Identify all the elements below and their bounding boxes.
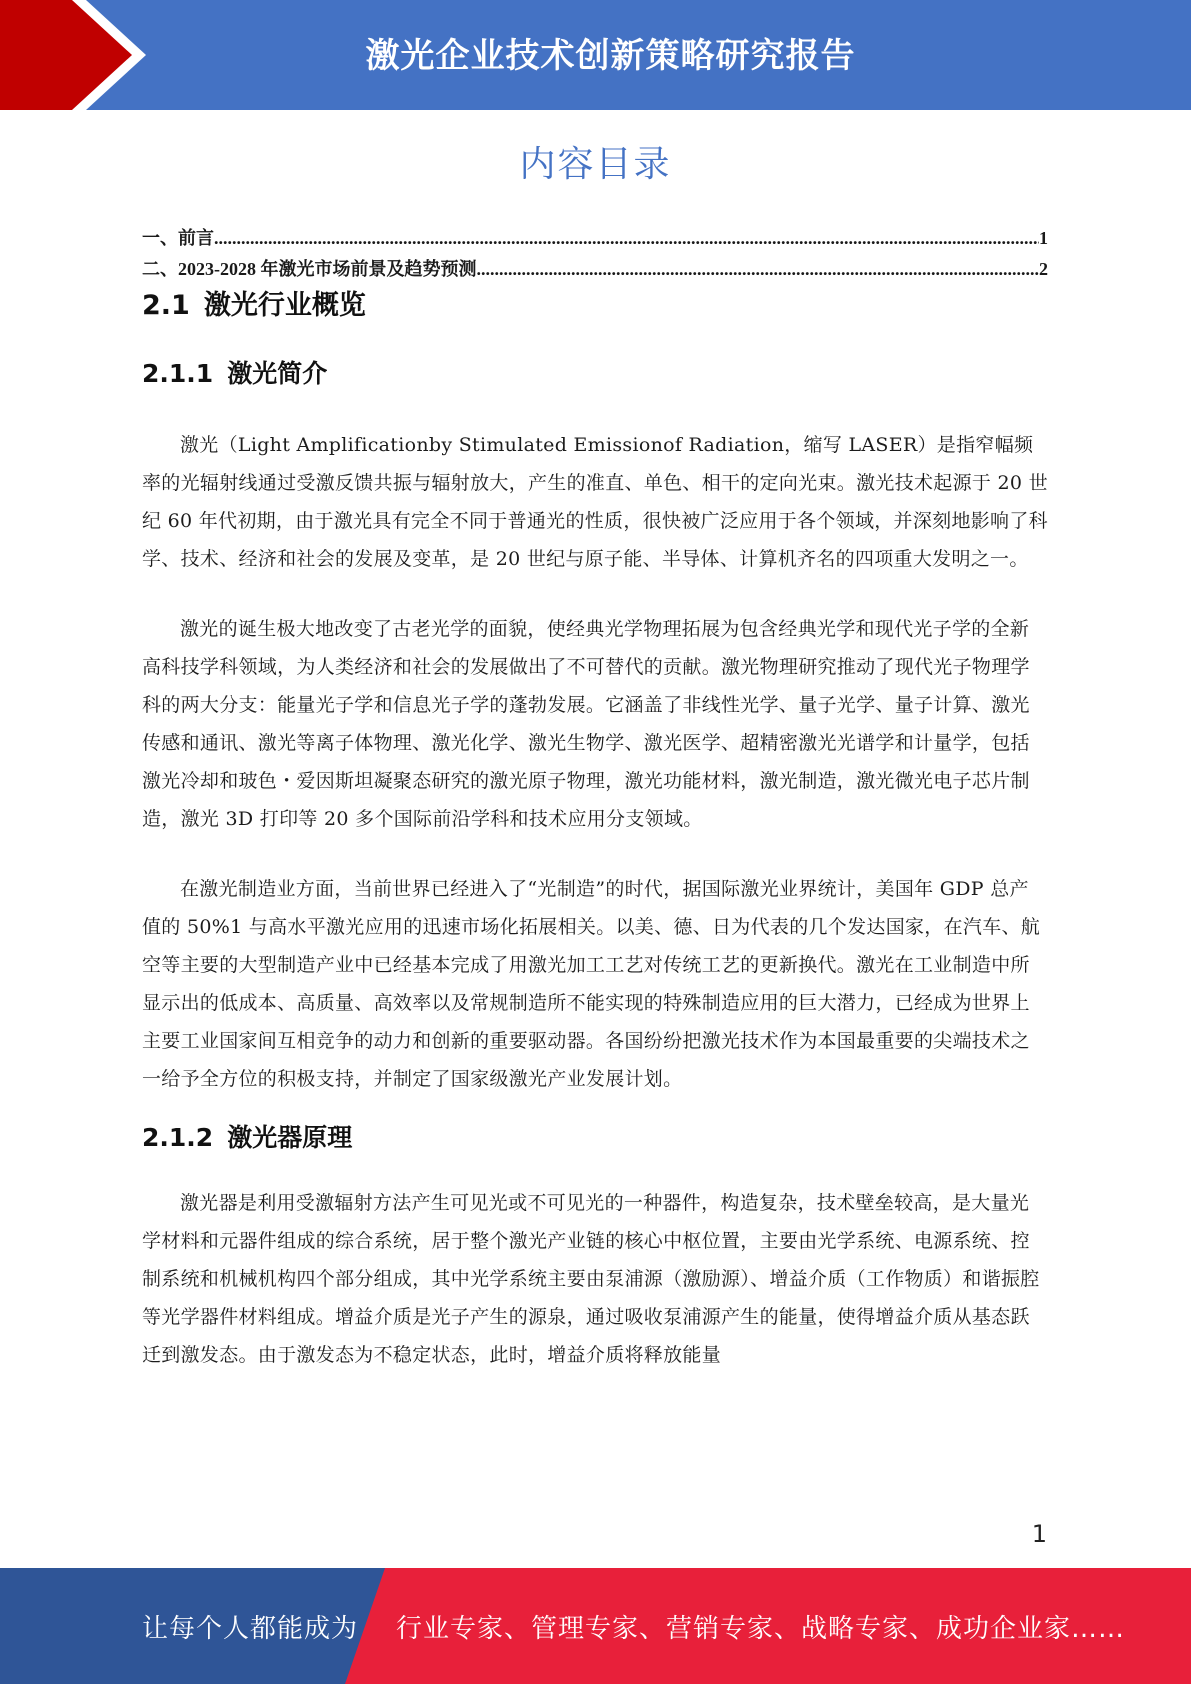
section-title: 激光器原理 — [227, 1123, 353, 1152]
toc-heading: 内容目录 — [519, 144, 672, 185]
section-title: 激光简介 — [227, 359, 328, 388]
document-body — [142, 284, 1048, 1374]
toc-entry-preface[interactable] — [142, 224, 1048, 255]
toc-entry-label: 二、2023-2028 年激光市场前景及趋势预测 — [142, 259, 477, 279]
paragraph: 激光（Light Amplificationby Stimulated Emissionof Radiation，缩写 LASER）是指窄幅频率的光辐射线通过受激反馈共振与辐射放大，产生的准直、单色、相干的定向光束。激光技术起源于 20 世纪 60 年代初期，由于激光具有完全不同于普通光的性质，很快被广泛应用于各个领域，并深刻地影响了科学、技术、经济和社会的发展及变革，是 20 世纪与原子能、半导体、计算机齐名的四项重大发明之一。 — [142, 434, 1048, 570]
footer-banner — [0, 1568, 1191, 1684]
paragraph: 激光器是利用受激辐射方法产生可见光或不可见光的一种器件，构造复杂，技术壁垒较高，是大量光学材料和元器件组成的综合系统，居于整个激光产业链的核心中枢位置，主要由光学系统、电源系统、控制系统和机械机构四个部分组成，其中光学系统主要由泵浦源（激励源）、增益介质（工作物质）和谐振腔等光学器件材料组成。增益介质是光子产生的源泉，通过吸收泵浦源产生的能量，使得增益介质从基态跃迁到激发态。由于激发态为不稳定状态，此时，增益介质将释放能量 — [142, 1192, 1040, 1366]
section-heading-2-1-1 — [142, 354, 1048, 394]
section-title: 激光行业概览 — [203, 290, 366, 321]
toc-entry-market-forecast[interactable] — [142, 255, 1048, 286]
toc-entry-page: 1 — [1039, 228, 1048, 248]
toc-entry-page: 2 — [1039, 259, 1048, 279]
section-number: 2.1 — [142, 290, 190, 321]
toc-dot-leader — [477, 259, 1040, 280]
paragraph: 在激光制造业方面，当前世界已经进入了“光制造”的时代，据国际激光业界统计，美国年 GDP 总产值的 50%1 与高水平激光应用的迅速市场化拓展相关。以美、德、日为代表的几个发达国家，在汽车、航空等主要的大型制造产业中已经基本完成了用激光加工工艺对传统工艺的更新换代。激光在工业制造中所显示出的低成本、高质量、高效率以及常规制造所不能实现的特殊制造应用的巨大潜力，已经成为世界上主要工业国家间互相竞争的动力和创新的重要驱动器。各国纷纷把激光技术作为本国最重要的尖端技术之一给予全方位的积极支持，并制定了国家级激光产业发展计划。 — [142, 878, 1041, 1090]
toc-dot-leader — [214, 228, 1039, 249]
report-title: 激光企业技术创新策略研究报告 — [365, 36, 856, 76]
section-number: 2.1.2 — [142, 1123, 214, 1152]
page-number: 1 — [1031, 1520, 1047, 1548]
section-number: 2.1.1 — [142, 359, 214, 388]
paragraph: 激光的诞生极大地改变了古老光学的面貌，使经典光学物理拓展为包含经典光学和现代光子学的全新高科技学科领域，为人类经济和社会的发展做出了不可替代的贡献。激光物理研究推动了现代光子物理学科的两大分支：能量光子学和信息光子学的蓬勃发展。它涵盖了非线性光学、量子光学、量子计算、激光传感和通讯、激光等离子体物理、激光化学、激光生物学、激光医学、超精密激光光谱学和计量学，包括激光冷却和玻色・爱因斯坦凝聚态研究的激光原子物理，激光功能材料，激光制造，激光微光电子芯片制造，激光 3D 打印等 20 多个国际前沿学科和技术应用分支领域。 — [142, 618, 1030, 830]
toc-entry-label: 一、前言 — [142, 228, 214, 248]
footer-slogan-left: 让每个人都能成为 — [142, 1614, 359, 1644]
header-banner — [0, 0, 1191, 110]
footer-slogan-right: 行业专家、管理专家、营销专家、战略专家、成功企业家…… — [396, 1614, 1126, 1644]
section-heading-2-1 — [142, 284, 1048, 328]
table-of-contents — [142, 224, 1048, 286]
section-heading-2-1-2 — [142, 1118, 1048, 1158]
